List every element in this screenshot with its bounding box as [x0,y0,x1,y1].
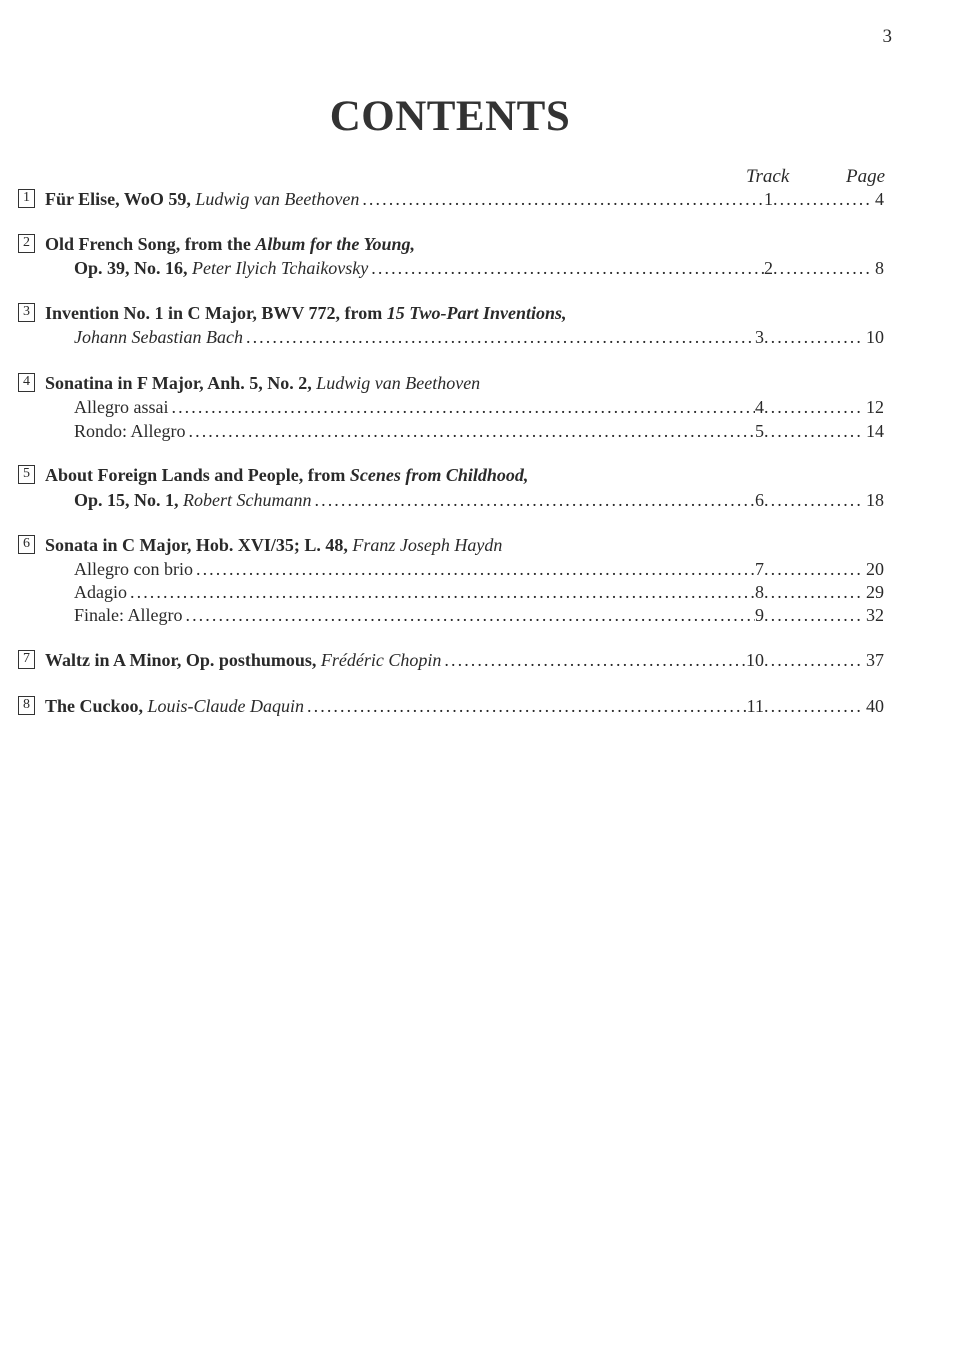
toc-line [74,325,884,349]
page-column-header: Page [846,166,886,187]
entry-number-box: 1 [18,189,35,208]
label-part: Album for the Young, [255,234,416,254]
label-part: Franz Joseph Haydn [352,535,503,555]
toc-entry-label [45,234,415,254]
track-number: 10 [746,650,764,670]
label-part: Sonata in C Major, Hob. XVI/35; L. 48, [45,535,353,555]
label-part: Allegro assai [74,397,169,417]
dot-leader [764,419,864,443]
toc-entry-label [74,580,127,604]
toc-line [74,580,884,604]
page-number-ref: 20 [866,559,884,579]
label-part: Invention No. 1 in C Major, BWV 772, from [45,303,387,323]
label-part: The Cuckoo, [45,696,148,716]
page-number-ref: 29 [866,582,884,602]
toc-line [74,603,884,627]
entry-number-box: 6 [18,535,35,554]
page-number-ref: 40 [866,696,884,716]
toc-line [45,533,502,557]
label-part: Für Elise, WoO 59, [45,189,196,209]
dot-leader [185,603,755,627]
toc-entry-label [45,648,441,672]
dot-leader [444,648,746,672]
dot-leader [764,580,864,604]
dot-leader [130,580,755,604]
track-number: 2 [764,258,773,278]
toc-line [45,463,528,487]
dot-leader [189,419,756,443]
page-number-ref: 14 [866,421,884,441]
toc-line [74,395,884,419]
toc-line [45,694,884,718]
track-number: 11 [746,696,764,716]
page-title: CONTENTS [329,93,571,140]
track-number: 3 [755,327,764,347]
label-part: Allegro con brio [74,559,193,579]
label-part: Op. 39, No. 16, [74,258,193,278]
track-number: 5 [755,421,764,441]
dot-leader [764,694,864,718]
label-part: Sonatina in F Major, Anh. 5, No. 2, [45,373,317,393]
dot-leader [196,557,755,581]
track-column-header: Track [746,166,790,187]
dot-leader [764,395,864,419]
toc-entry-label [74,488,312,512]
label-part: Louis-Claude Daquin [147,696,305,716]
label-part: Frédéric Chopin [320,650,442,670]
label-part: Robert Schumann [183,490,312,510]
toc-entry-label [45,465,528,485]
toc-line [74,488,884,512]
dot-leader [764,325,864,349]
toc-entry-label [74,395,168,419]
toc-line [45,301,567,325]
dot-leader [773,256,873,280]
toc-entry-label [45,303,567,323]
label-part: Waltz in A Minor, Op. posthumous, [45,650,321,670]
toc-entry-label [74,557,193,581]
label-part: Scenes from Childhood, [349,465,529,485]
label-part: Ludwig van Beethoven [316,373,481,393]
toc-line [45,187,884,211]
label-part: Adagio [74,582,127,602]
track-number: 4 [755,397,764,417]
dot-leader [362,187,764,211]
page-number-ref: 4 [875,189,884,209]
toc-entry-label [74,256,368,280]
label-part: Peter Ilyich Tchaikovsky [192,258,369,278]
toc-line [45,371,480,395]
dot-leader [764,488,864,512]
entry-number-box: 8 [18,696,35,715]
label-part: About Foreign Lands and People, from [45,465,350,485]
toc-line [74,256,884,280]
track-number: 6 [755,490,764,510]
page-number-ref: 12 [866,397,884,417]
page-number-ref: 18 [866,490,884,510]
dot-leader [773,187,873,211]
page-number-ref: 32 [866,605,884,625]
toc-line [45,232,415,256]
entry-number-box: 4 [18,373,35,392]
label-part: Johann Sebastian Bach [74,327,243,347]
label-part: 15 Two-Part Inventions, [386,303,567,323]
dot-leader [371,256,764,280]
toc-entry-label [74,603,182,627]
page-number-ref: 10 [866,327,884,347]
toc-entry-label [45,187,359,211]
page-number-ref: 8 [875,258,884,278]
toc-entry-label [45,373,480,393]
track-number: 8 [755,582,764,602]
label-part: Op. 15, No. 1, [74,490,184,510]
page-number-ref: 37 [866,650,884,670]
label-part: Old French Song, from the [45,234,256,254]
toc-line [74,419,884,443]
dot-leader [315,488,756,512]
track-number: 1 [764,189,773,209]
toc-entry-label [74,325,243,349]
label-part: Ludwig van Beethoven [195,189,360,209]
track-number: 7 [755,559,764,579]
track-number: 9 [755,605,764,625]
toc-entry-label [45,694,304,718]
toc-entry-label [74,419,186,443]
dot-leader [246,325,755,349]
dot-leader [171,395,755,419]
entry-number-box: 5 [18,465,35,484]
toc-line [74,557,884,581]
dot-leader [764,557,864,581]
label-part: Rondo: Allegro [74,421,186,441]
toc-entry-label [45,535,502,555]
toc-line [45,648,884,672]
entry-number-box: 3 [18,303,35,322]
label-part: Finale: Allegro [74,605,183,625]
dot-leader [764,603,864,627]
entry-number-box: 7 [18,650,35,669]
dot-leader [307,694,747,718]
dot-leader [764,648,864,672]
page-number: 3 [882,26,892,47]
entry-number-box: 2 [18,234,35,253]
